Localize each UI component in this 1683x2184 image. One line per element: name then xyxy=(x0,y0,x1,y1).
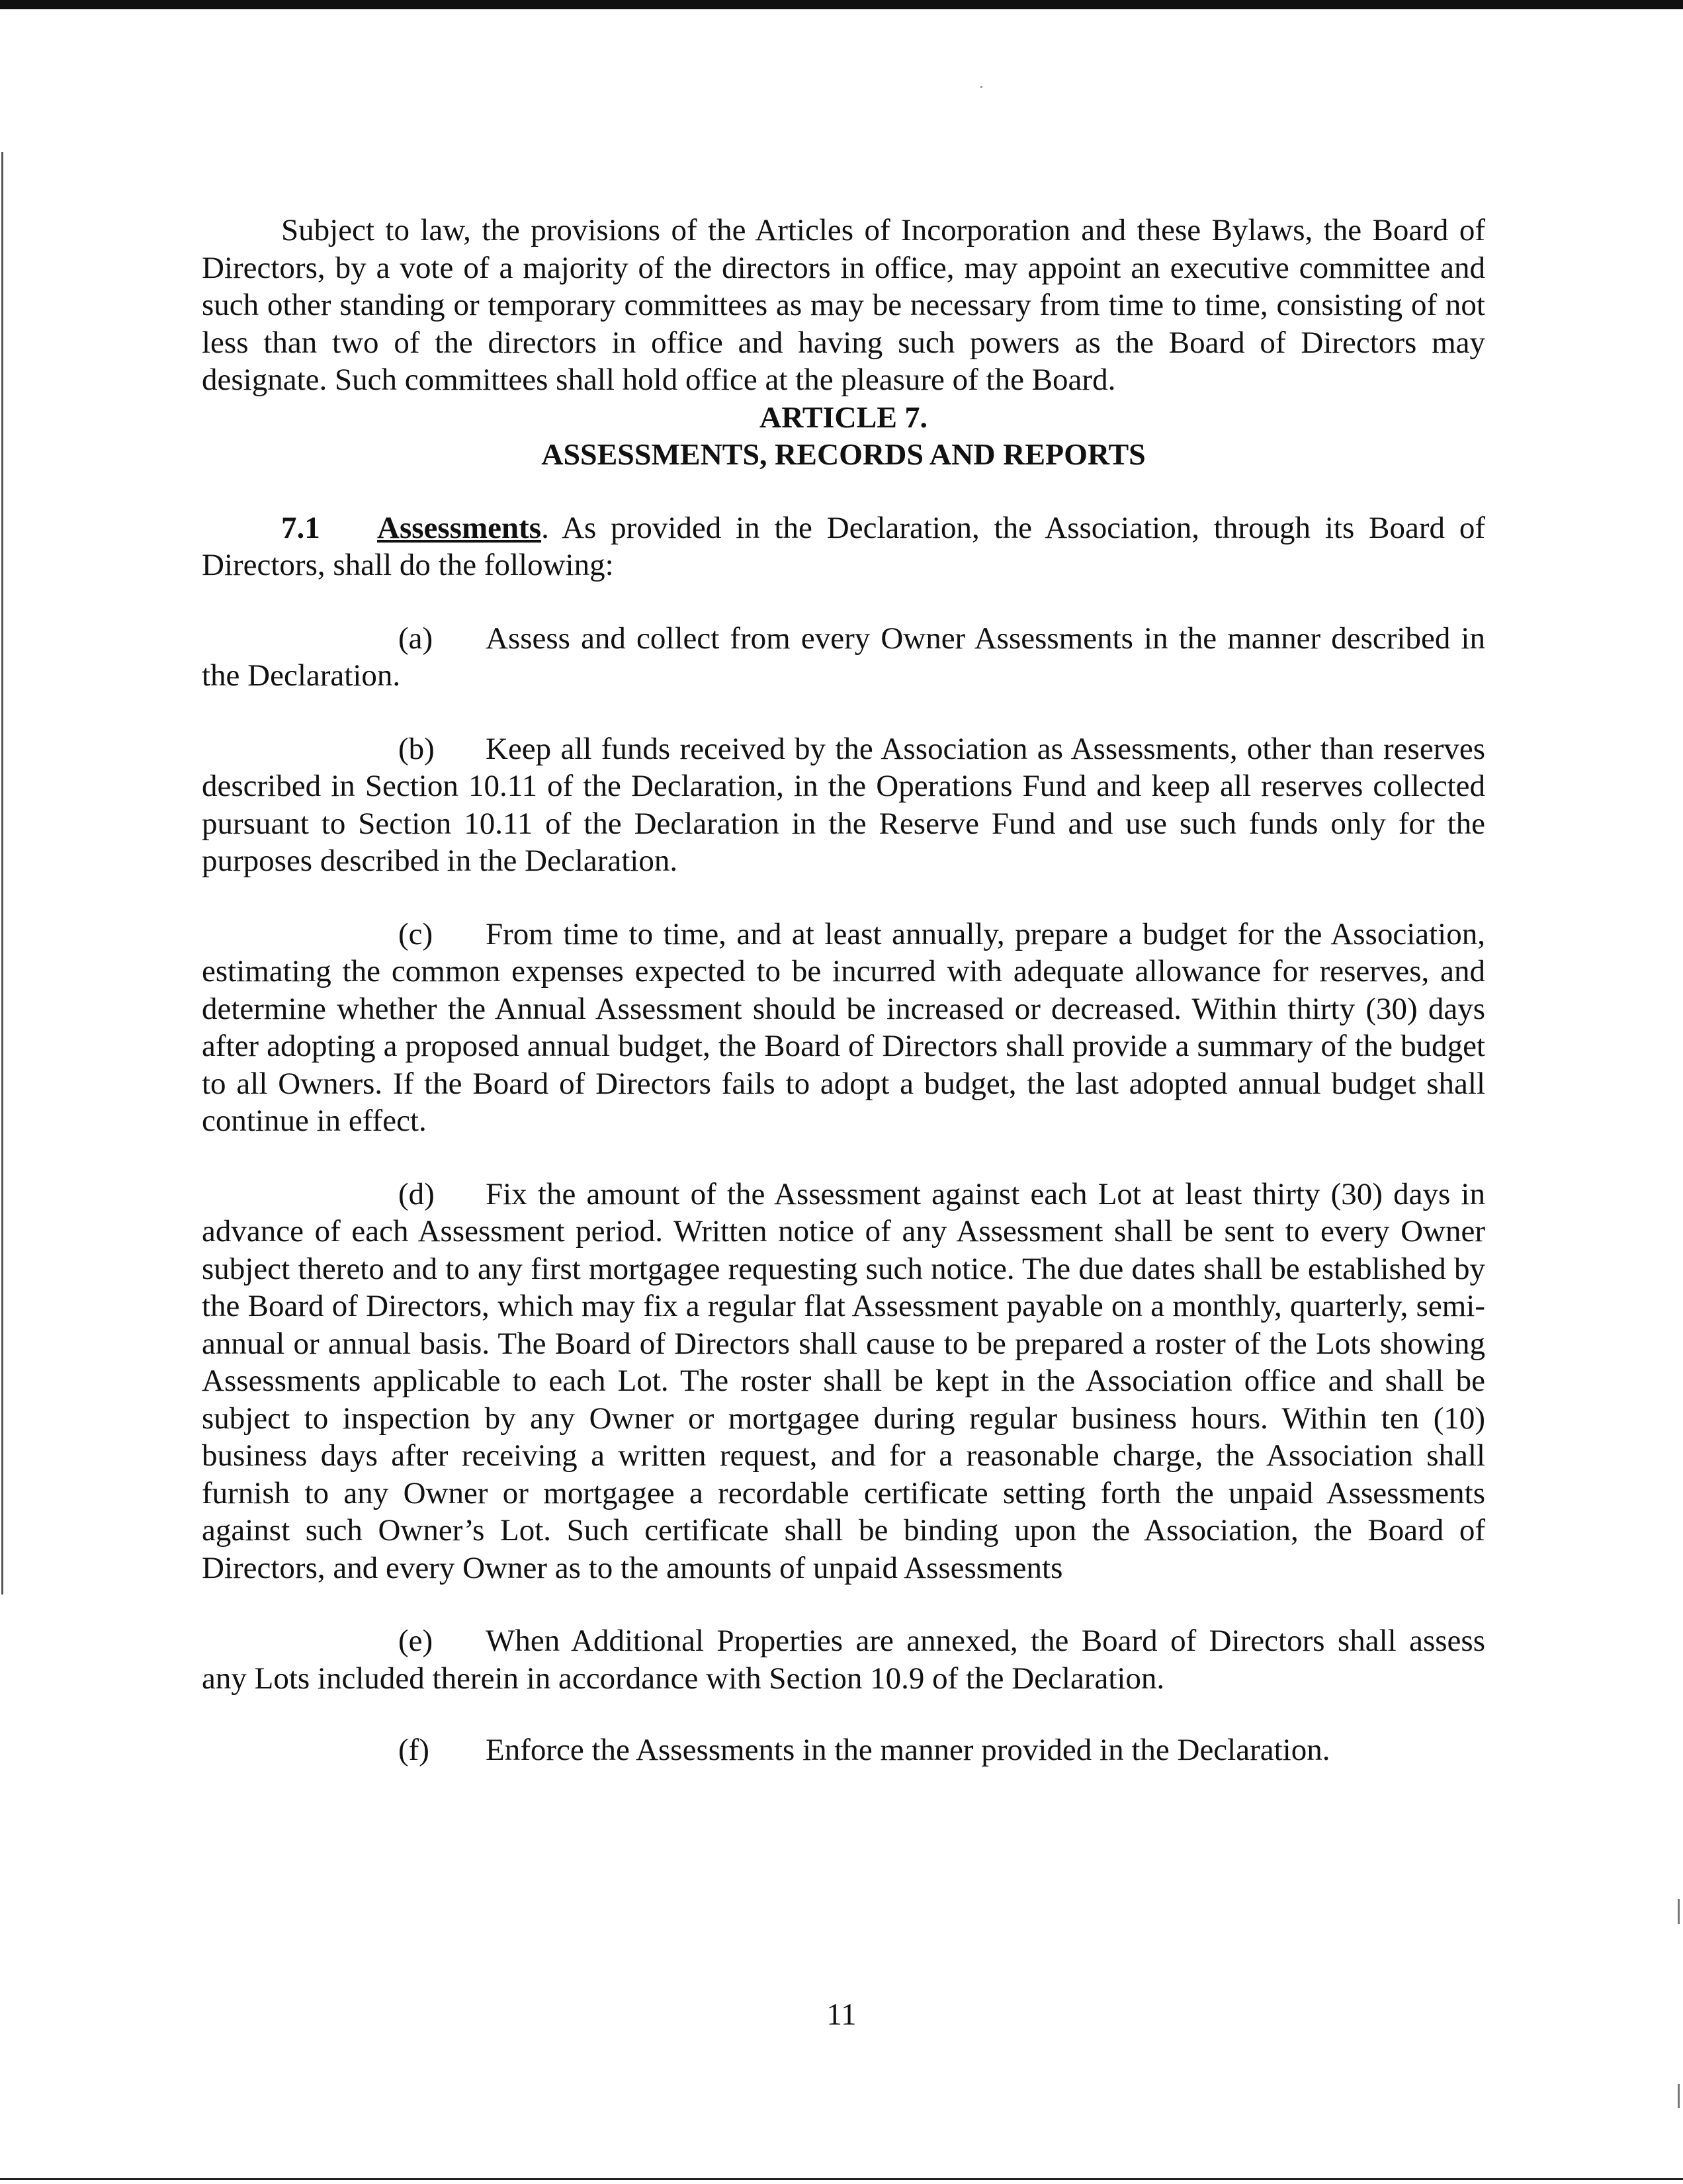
item-label: (c) xyxy=(398,916,433,951)
item-text: Fix the amount of the Assessment against each Lot at least thirty (30) days in advance of each Assessment period. Written notice of any Assessment shall be sent to every Owner subject thereto and to any first mortgagee requesting such notice. The due dates shall be established by the Board of Directors, which may fix a regular flat Assessment payable on a monthly, quarterly, semi-annual or annual basis. The Board of Directors shall cause to be prepared a roster of the Lots showing Assessments applicable to each Lot. The roster shall be kept in the Association office and shall be subject to inspection by any Owner or mortgagee during regular business hours. Within ten (10) business days after receiving a written request, and for a reasonable charge, the Association shall furnish to any Owner or mortgagee a recordable certificate setting forth the unpaid Assessments against such Owner’s Lot. Such certificate shall be binding upon the Association, the Board of Directors, and every Owner as to the amounts of unpaid Assessments xyxy=(202,1176,1485,1585)
item-text: Assess and collect from every Owner Assessments in the manner described in the Declaration. xyxy=(202,621,1485,693)
section-7-1 xyxy=(202,509,1485,584)
list-item xyxy=(202,1731,1485,1769)
document-body xyxy=(202,212,1485,1769)
page-top-border xyxy=(0,0,1683,9)
item-text: Enforce the Assessments in the manner provided in the Declaration. xyxy=(486,1733,1330,1767)
scan-right-mark xyxy=(1678,2084,1680,2108)
scan-speck xyxy=(980,86,982,88)
list-item xyxy=(202,620,1485,695)
list-item xyxy=(202,916,1485,1140)
item-label: (a) xyxy=(398,621,433,656)
article-title: ASSESSMENTS, RECORDS AND REPORTS xyxy=(541,437,1146,471)
scan-left-edge xyxy=(1,152,3,1594)
section-intro: . As provided in the Declaration, the Association, through its Board of Directors, shall do the following: xyxy=(202,510,1485,582)
article-number: ARTICLE 7. xyxy=(759,400,928,434)
list-item xyxy=(202,730,1485,880)
item-text: From time to time, and at least annually, prepare a budget for the Association, estimating the common expenses expected to be incurred with adequate allowance for reserves, and determine whether the Annual Assessment should be increased or decreased. Within thirty (30) days after adopting a proposed annual budget, the Board of Directors shall provide a summary of the budget to all Owners. If the Board of Directors fails to adopt a budget, the last adopted annual budget shall continue in effect. xyxy=(202,916,1485,1138)
item-text: Keep all funds received by the Association as Assessments, other than reserves described in Section 10.11 of the Declaration, in the Operations Fund and keep all reserves collected pursuant to Section 10.11 of the Declaration in the Reserve Fund and use such funds only for the purposes described in the Declaration. xyxy=(202,731,1485,878)
list-item xyxy=(202,1622,1485,1697)
item-label: (f) xyxy=(398,1733,429,1767)
item-label: (d) xyxy=(398,1176,435,1211)
section-title: Assessments xyxy=(377,510,542,545)
page-bottom-border xyxy=(0,2178,1683,2180)
page-number: 11 xyxy=(826,1997,857,2032)
list-item xyxy=(202,1176,1485,1587)
section-number: 7.1 xyxy=(281,510,320,545)
item-label: (e) xyxy=(398,1624,433,1658)
scan-right-mark xyxy=(1678,1899,1680,1924)
item-text: When Additional Properties are annexed, the Board of Directors shall assess any Lots included therein in accordance with Section 10.9 of the Declaration. xyxy=(202,1624,1485,1696)
intro-paragraph: Subject to law, the provisions of the Articles of Incorporation and these Bylaws, the Board of Directors, by a vote of a majority of the directors in office, may appoint an executive committee and such other standing or temporary committees as may be necessary from time to time, consisting of not less than two of the directors in office and having such powers as the Board of Directors may designate. Such committees shall hold office at the pleasure of the Board. xyxy=(202,213,1485,397)
item-label: (b) xyxy=(398,731,435,766)
